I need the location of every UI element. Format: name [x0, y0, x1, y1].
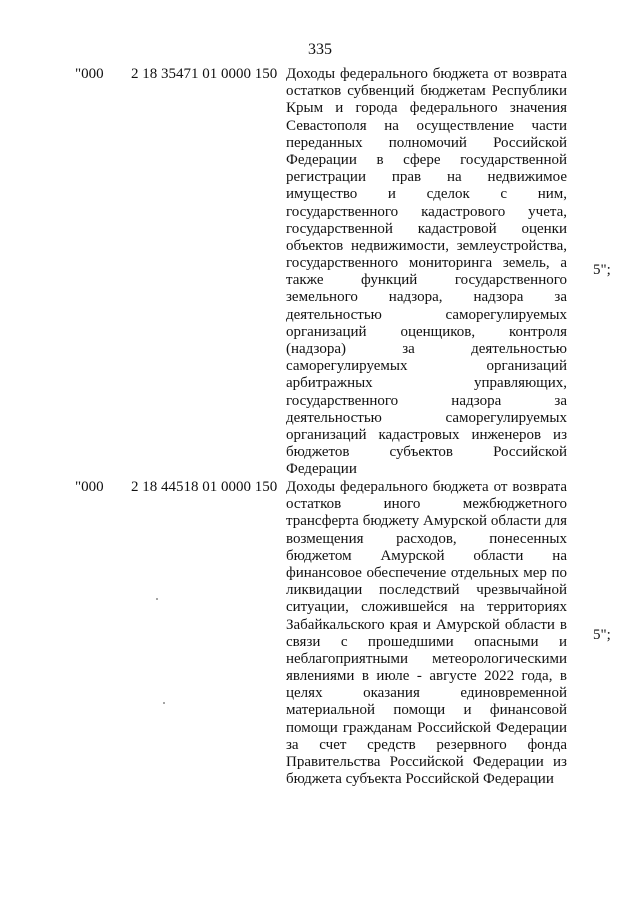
- budget-classification-code: 2 18 44518 01 0000 150: [131, 479, 278, 495]
- description-line: ликвидации последствий чрезвычайной: [286, 582, 567, 599]
- description-line: бюджетом Амурской области на: [286, 547, 567, 564]
- description-line: Доходы федерального бюджета от возврата: [286, 479, 567, 495]
- description-line: государственного кадастрового учета,: [286, 203, 567, 220]
- description-line: государственной кадастровой оценки: [286, 220, 567, 237]
- row-description: [286, 479, 567, 788]
- description-line: Федерации в сфере государственной: [286, 151, 567, 168]
- description-line: Крым и города федерального значения: [286, 100, 567, 117]
- scan-speck: [163, 702, 165, 704]
- description-line: явлениями в июле - августе 2022 года, в: [286, 668, 567, 685]
- description-line: организаций кадастровых инженеров из: [286, 426, 567, 443]
- description-line: объектов недвижимости, землеустройства,: [286, 237, 567, 254]
- description-line: ситуации, сложившейся на территориях: [286, 599, 567, 616]
- row-amount: 5";: [593, 262, 611, 278]
- description-line: деятельностью саморегулируемых: [286, 306, 567, 323]
- description-line: материальной помощи и финансовой: [286, 702, 567, 719]
- scan-speck: [156, 598, 158, 600]
- description-line: организаций оценщиков, контроля: [286, 323, 567, 340]
- description-line: Севастополя на осуществление части: [286, 117, 567, 134]
- description-line: Доходы федерального бюджета от возврата: [286, 66, 567, 82]
- budget-classification-code: 2 18 35471 01 0000 150: [131, 66, 278, 82]
- description-line: остатков иного межбюджетного: [286, 496, 567, 513]
- description-line: государственного надзора за: [286, 392, 567, 409]
- description-line: также функций государственного: [286, 272, 567, 289]
- description-line: саморегулируемых организаций: [286, 358, 567, 375]
- description-line: Забайкальского края и Амурской области в: [286, 616, 567, 633]
- description-line: арбитражных управляющих,: [286, 375, 567, 392]
- description-line: трансферта бюджету Амурской области для: [286, 513, 567, 530]
- page-number: 335: [308, 41, 332, 58]
- description-line: помощи гражданам Российской Федерации: [286, 719, 567, 736]
- description-line: переданных полномочий Российской: [286, 134, 567, 151]
- row-code-prefix: "000: [75, 66, 104, 82]
- description-line: связи с прошедшими опасными и: [286, 633, 567, 650]
- description-line: целях оказания единовременной: [286, 685, 567, 702]
- description-line: Правительства Российской Федерации из: [286, 754, 567, 770]
- description-line: за счет средств резервного фонда: [286, 736, 567, 753]
- description-line: бюджетов субъектов Российской: [286, 444, 567, 461]
- description-line: земельного надзора, надзора за: [286, 289, 567, 306]
- description-line: финансовое обеспечение отдельных мер по: [286, 564, 567, 581]
- description-line: остатков субвенций бюджетам Республики: [286, 83, 567, 100]
- description-line: неблагоприятными метеорологическими: [286, 650, 567, 667]
- description-line: бюджета субъекта Российской Федерации: [286, 771, 554, 788]
- description-line: имущество и сделок с ним,: [286, 186, 567, 203]
- description-line: (надзора) за деятельностью: [286, 341, 567, 357]
- row-code-prefix: "000: [75, 479, 104, 495]
- description-line: деятельностью саморегулируемых: [286, 409, 567, 426]
- row-amount: 5";: [593, 627, 611, 643]
- row-description: [286, 66, 567, 479]
- description-line: регистрации прав на недвижимое: [286, 169, 567, 186]
- description-line: Федерации: [286, 461, 357, 478]
- description-line: государственного мониторинга земель, а: [286, 255, 567, 272]
- description-line: возмещения расходов, понесенных: [286, 530, 567, 547]
